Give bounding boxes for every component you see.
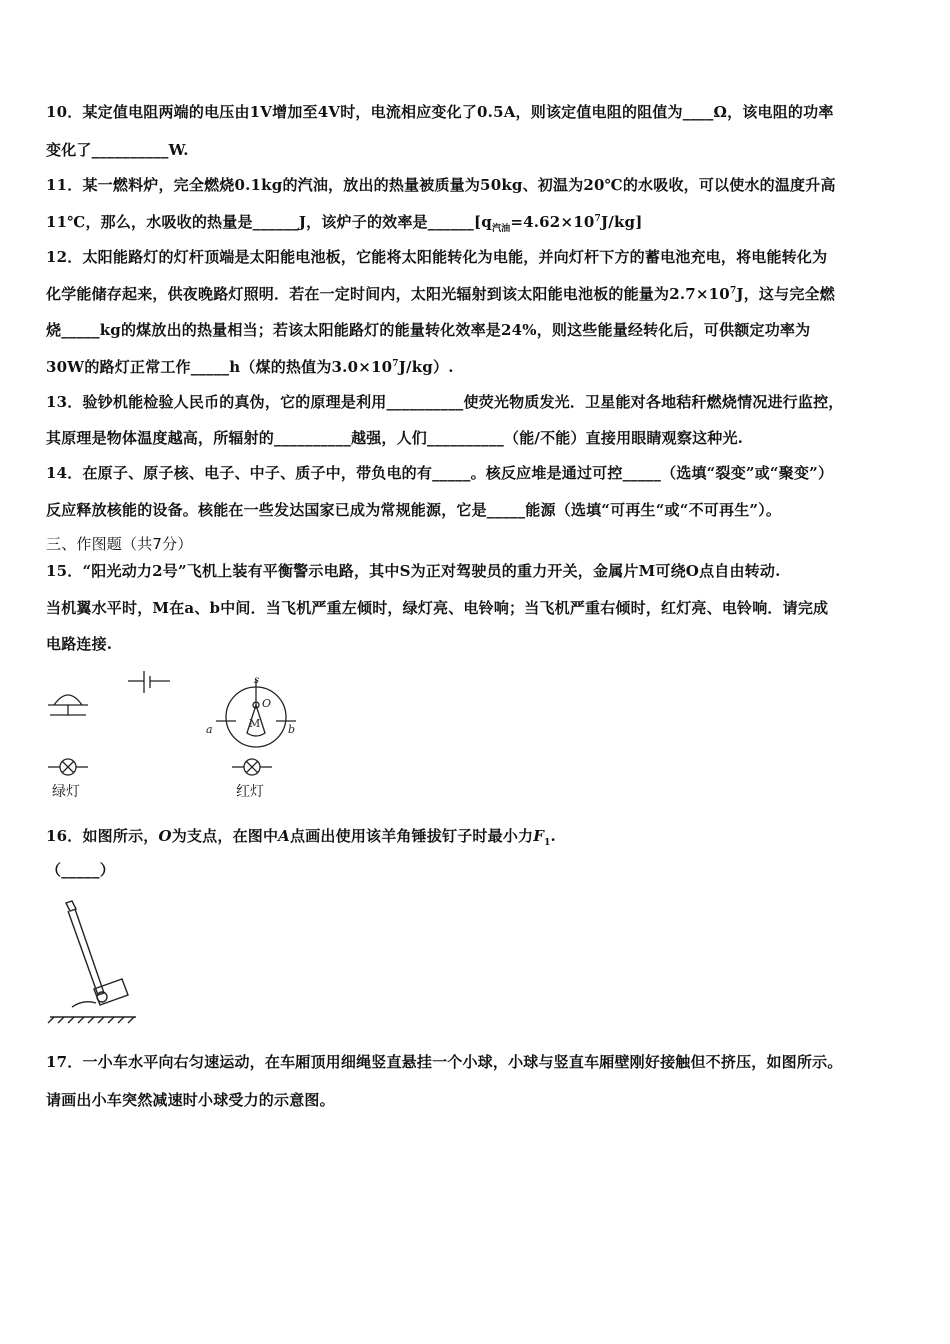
q13-line2: 其原理是物体温度越高，所辐射的__________越强，人们__________（能/不能）直接用眼睛观察这种光. (46, 429, 744, 447)
q11-sub-gasoline: 汽油 (491, 224, 511, 234)
q16-force-sub: 1 (544, 838, 551, 848)
q15-line3: 电路连接. (46, 635, 113, 653)
q10-line1: 10．某定值电阻两端的电压由1V增加至4V时，电流相应变化了0.5A，则该定值电阻的阻值为____Ω，该电阻的功率 (46, 103, 834, 121)
q12-line2-a: 化学能储存起来，供夜晚路灯照明．若在一定时间内，太阳光辐射到该太阳能电池板的能量为2.7×10 (46, 285, 730, 303)
switch-label-b: b (288, 723, 296, 736)
green-lamp-icon (48, 759, 88, 775)
red-lamp-label: 红灯 (236, 784, 264, 800)
q16-pivot-o: O (158, 827, 172, 845)
claw-hammer-icon (48, 901, 136, 1023)
q14-line1: 14．在原子、原子核、电子、中子、质子中，带负电的有_____。核反应堆是通过可控_____（选填“裂变”或“聚变”） (46, 464, 834, 482)
q10-line2: 变化了__________W. (46, 141, 189, 159)
q12-line1: 12．太阳能路灯的灯杆顶端是太阳能电池板，它能将太阳能转化为电能，并向灯杆下方的蓄电池充电，将电能转化为 (46, 248, 828, 266)
red-lamp-icon (232, 759, 272, 775)
q16-text-b: 为支点，在图中 (171, 827, 279, 845)
q11-line2-b: =4.62×10 (510, 213, 595, 231)
q12-line4-a: 30W的路灯正常工作_____h（煤的热值为3.0×10 (46, 358, 393, 376)
q11-sup: 7 (594, 214, 601, 224)
q17-line2: 请画出小车突然减速时小球受力的示意图。 (46, 1091, 335, 1109)
gravity-switch-icon (216, 679, 296, 747)
switch-label-m: M (249, 717, 261, 730)
switch-label-o: O (262, 697, 272, 710)
q16-point-a: A (278, 827, 291, 845)
switch-label-a: a (206, 723, 213, 736)
q11-line2-a: 11℃，那么，水吸收的热量是______J，该炉子的效率是______[q (46, 213, 492, 231)
q15-line1: 15．“阳光动力2号”飞机上装有平衡警示电路，其中S为正对驾驶员的重力开关，金属片M可绕O点自由转动. (46, 562, 781, 580)
q12-line3: 烧_____kg的煤放出的热量相当；若该太阳能路灯的能量转化效率是24%，则这些能量经转化后，可供额定功率为 (46, 321, 811, 339)
hammer-figure (44, 895, 144, 1025)
q15-line2: 当机翼水平时，M在a、b中间．当飞机严重左倾时，绿灯亮、电铃响；当飞机严重右倾时，红灯亮、电铃响．请完成 (46, 599, 829, 617)
q12-line2-b: J，这与完全燃 (736, 285, 835, 303)
bell-icon (48, 695, 88, 715)
q12-sup2: 7 (392, 359, 399, 369)
q16-text-c: 点画出使用该羊角锤拔钉子时最小力 (290, 827, 534, 845)
section-heading: 三、作图题（共7分） (46, 535, 193, 553)
green-lamp-label: 绿灯 (52, 784, 80, 800)
q12-line2 (46, 284, 835, 304)
q16-force-f: F (533, 827, 545, 845)
q13-line1: 13．验钞机能检验人民币的真伪，它的原理是利用__________使荧光物质发光．卫星能对各地秸秆燃烧情况进行监控， (46, 393, 844, 411)
q16-answer-blank: （_____） (46, 861, 115, 879)
q12-line4-b: J/kg）. (398, 358, 454, 376)
q11-line2-c: J/kg] (600, 213, 643, 231)
q11-line2 (46, 212, 643, 232)
q17-line1: 17．一小车水平向右匀速运动，在车厢顶用细绳竖直悬挂一个小球，小球与竖直车厢壁刚好接触但不挤压，如图所示。 (46, 1053, 843, 1071)
q16-text-end: . (550, 827, 556, 845)
battery-icon (128, 671, 170, 693)
circuit-figure (40, 665, 320, 805)
q11-line1: 11．某一燃料炉，完全燃烧0.1kg的汽油，放出的热量被质量为50kg、初温为20℃的水吸收，可以使水的温度升高 (46, 176, 836, 194)
q16-text-a: 16．如图所示， (46, 827, 159, 845)
q14-line2: 反应释放核能的设备。核能在一些发达国家已成为常规能源，它是_____能源（选填“可再生“或“不可再生”）。 (46, 501, 782, 519)
switch-label-s: s (254, 675, 260, 686)
q12-line4 (46, 357, 454, 377)
q12-sup1: 7 (729, 286, 737, 296)
q16-line1 (46, 826, 556, 846)
